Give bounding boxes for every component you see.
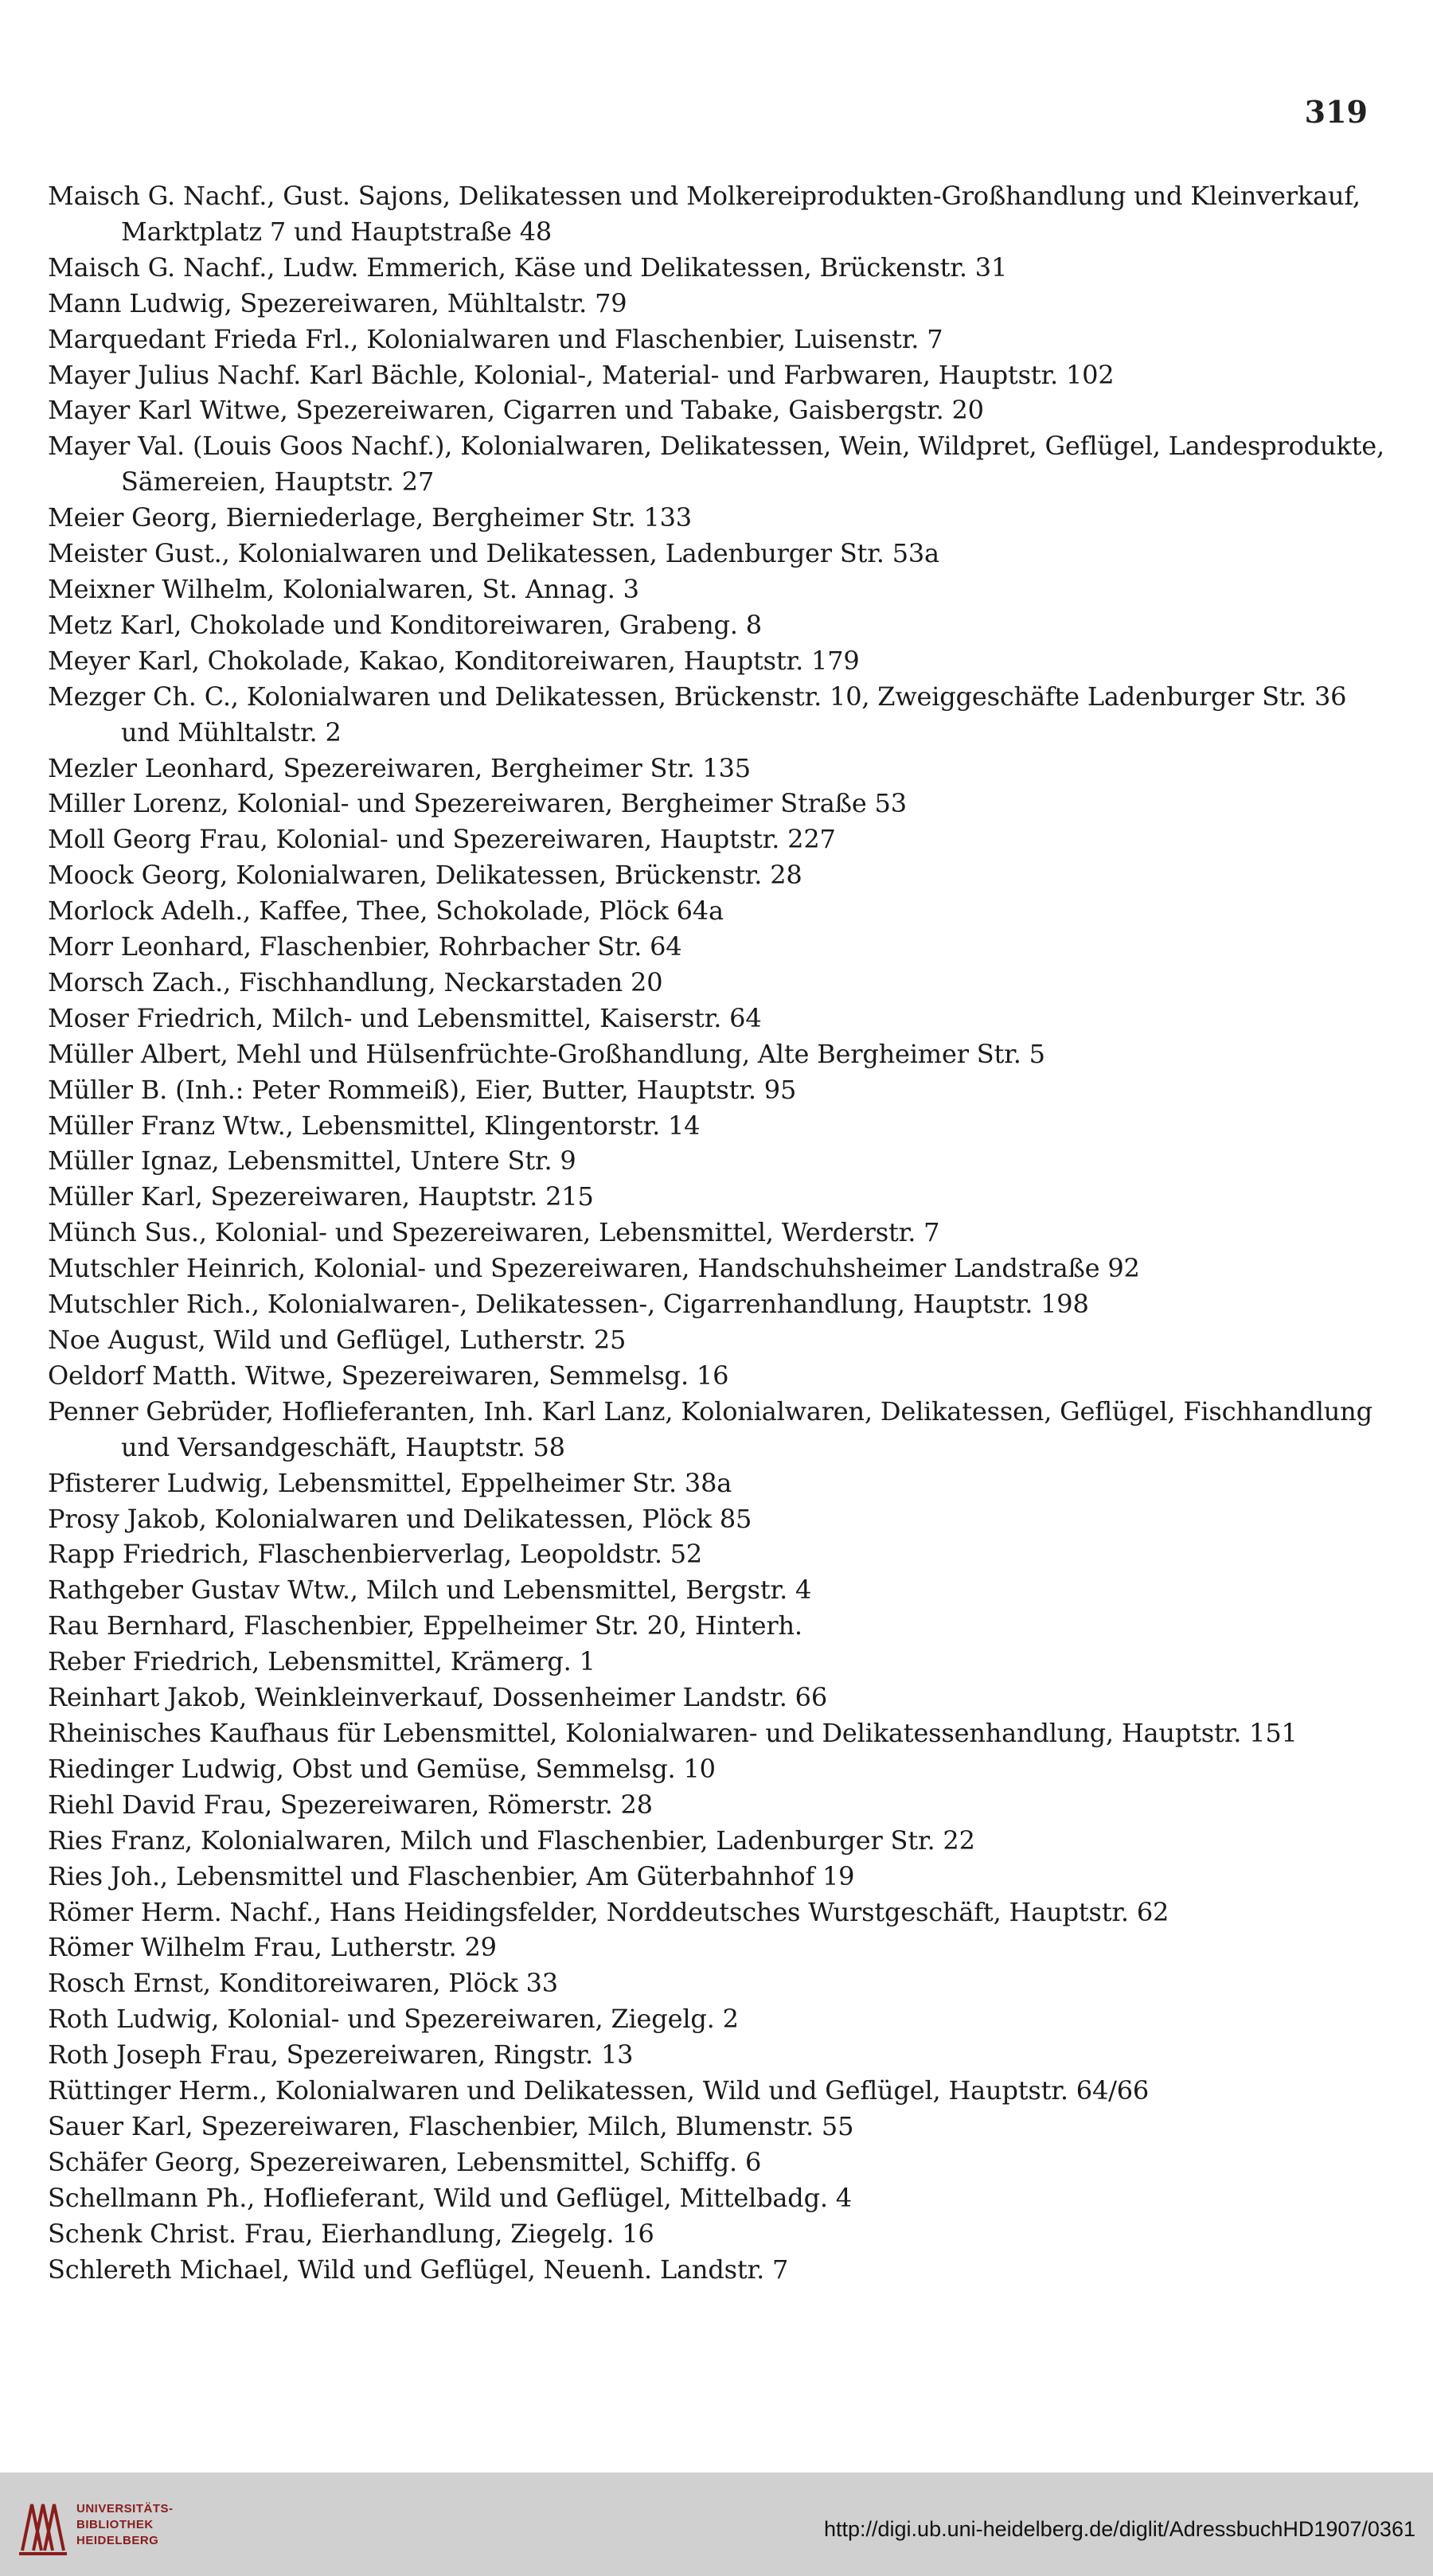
directory-entry: Reber Friedrich, Lebensmittel, Krämerg. 1 [48, 1646, 595, 1677]
directory-entry: Mezler Leonhard, Spezereiwaren, Bergheimer Str. 135 [48, 752, 751, 783]
directory-entry: Rathgeber Gustav Wtw., Milch und Lebensmittel, Bergstr. 4 [48, 1575, 812, 1606]
library-name-line: BIBLIOTHEK [76, 2518, 154, 2531]
directory-entry: Mutschler Rich., Kolonialwaren-, Delikatessen-, Cigarrenhandlung, Hauptstr. 198 [48, 1289, 1089, 1320]
directory-entry: Mezger Ch. C., Kolonialwaren und Delikatessen, Brückenstr. 10, Zweiggeschäfte Ladenburger Str. 36 und Mühltalstr. 2 [48, 681, 1347, 747]
directory-entry: Römer Herm. Nachf., Hans Heidingsfelder, Norddeutsches Wurstgeschäft, Hauptstr. 62 [48, 1896, 1169, 1927]
directory-entry: Müller Albert, Mehl und Hülsenfrüchte-Großhandlung, Alte Bergheimer Str. 5 [48, 1038, 1045, 1069]
directory-entry: Penner Gebrüder, Hoflieferanten, Inh. Karl Lanz, Kolonialwaren, Delikatessen, Geflügel, Fischhandlung und Versandgeschäft, Hauptstr. 58 [48, 1395, 1372, 1462]
directory-entry: Moock Georg, Kolonialwaren, Delikatessen, Brückenstr. 28 [48, 860, 802, 891]
directory-entry: Riehl David Frau, Spezereiwaren, Römerstr. 28 [48, 1789, 653, 1820]
directory-entry: Prosy Jakob, Kolonialwaren und Delikatessen, Plöck 85 [48, 1503, 752, 1534]
directory-entry: Roth Joseph Frau, Spezereiwaren, Ringstr. 13 [48, 2039, 634, 2071]
directory-entry: Römer Wilhelm Frau, Lutherstr. 29 [48, 1932, 497, 1963]
directory-entry: Müller B. (Inh.: Peter Rommeiß), Eier, Butter, Hauptstr. 95 [48, 1074, 797, 1105]
directory-entry: Müller Ignaz, Lebensmittel, Untere Str. 9 [48, 1146, 576, 1177]
directory-entry: Mayer Karl Witwe, Spezereiwaren, Cigarren und Tabake, Gaisbergstr. 20 [48, 395, 984, 426]
directory-entry: Maisch G. Nachf., Gust. Sajons, Delikatessen und Molkereiprodukten-Großhandlung und Kleinverkauf, Marktplatz 7 und Hauptstraße 48 [48, 181, 1361, 247]
directory-entry: Oeldorf Matth. Witwe, Spezereiwaren, Semmelsg. 16 [48, 1360, 729, 1391]
library-name-line: HEIDELBERG [76, 2534, 159, 2547]
directory-entry: Reinhart Jakob, Weinkleinverkauf, Dossenheimer Landstr. 66 [48, 1682, 827, 1713]
directory-entry: Rapp Friedrich, Flaschenbierverlag, Leopoldstr. 52 [48, 1539, 703, 1570]
directory-entry: Meyer Karl, Chokolade, Kakao, Konditoreiwaren, Hauptstr. 179 [48, 645, 860, 676]
directory-entry: Moser Friedrich, Milch- und Lebensmittel, Kaiserstr. 64 [48, 1002, 762, 1033]
directory-entry: Meier Georg, Bierniederlage, Bergheimer Str. 133 [48, 502, 692, 533]
page-number: 319 [1304, 94, 1368, 130]
directory-entry: Morlock Adelh., Kaffee, Thee, Schokolade, Plöck 64a [48, 896, 724, 927]
directory-entry: Meixner Wilhelm, Kolonialwaren, St. Annag. 3 [48, 573, 639, 604]
directory-entry: Pfisterer Ludwig, Lebensmittel, Eppelheimer Str. 38a [48, 1467, 732, 1498]
directory-entry: Rüttinger Herm., Kolonialwaren und Delikatessen, Wild und Geflügel, Hauptstr. 64/66 [48, 2075, 1150, 2106]
directory-entry: Mayer Julius Nachf. Karl Bächle, Kolonial-, Material- und Farbwaren, Hauptstr. 102 [48, 359, 1115, 390]
directory-entry: Schlereth Michael, Wild und Geflügel, Neuenh. Landstr. 7 [48, 2254, 789, 2285]
directory-entry: Mann Ludwig, Spezereiwaren, Mühltalstr. 79 [48, 287, 627, 318]
directory-entry: Moll Georg Frau, Kolonial- und Spezereiwaren, Hauptstr. 227 [48, 824, 836, 855]
directory-entry: Rau Bernhard, Flaschenbier, Eppelheimer Str. 20, Hinterh. [48, 1610, 802, 1641]
directory-entry: Riedinger Ludwig, Obst und Gemüse, Semmelsg. 10 [48, 1753, 716, 1784]
directory-entry: Schellmann Ph., Hoflieferant, Wild und Geflügel, Mittelbadg. 4 [48, 2182, 852, 2213]
library-name [76, 2501, 174, 2549]
directory-entry: Mayer Val. (Louis Goos Nachf.), Kolonialwaren, Delikatessen, Wein, Wildpret, Geflügel, Landesprodukte, Sämereien, Hauptstr. 27 [48, 431, 1384, 498]
directory-entry: Ries Joh., Lebensmittel und Flaschenbier, Am Güterbahnhof 19 [48, 1860, 855, 1891]
footer-bar [0, 2473, 1433, 2576]
directory-entry: Rosch Ernst, Konditoreiwaren, Plöck 33 [48, 1968, 558, 1999]
directory-entry: Miller Lorenz, Kolonial- und Spezereiwaren, Bergheimer Straße 53 [48, 788, 907, 819]
directory-entry: Morr Leonhard, Flaschenbier, Rohrbacher Str. 64 [48, 931, 682, 962]
directory-entry: Marquedant Frieda Frl., Kolonialwaren und Flaschenbier, Luisenstr. 7 [48, 323, 943, 354]
directory-entry: Schenk Christ. Frau, Eierhandlung, Ziegelg. 16 [48, 2218, 654, 2249]
directory-entry: Mutschler Heinrich, Kolonial- und Spezereiwaren, Handschuhsheimer Landstraße 92 [48, 1253, 1140, 1284]
directory-entry: Metz Karl, Chokolade und Konditoreiwaren, Grabeng. 8 [48, 609, 762, 640]
directory-entry: Ries Franz, Kolonialwaren, Milch und Flaschenbier, Ladenburger Str. 22 [48, 1825, 975, 1856]
directory-entry: Rheinisches Kaufhaus für Lebensmittel, Kolonialwaren- und Delikatessenhandlung, Hauptstr. 151 [48, 1717, 1298, 1748]
directory-entry: Müller Karl, Spezereiwaren, Hauptstr. 215 [48, 1181, 594, 1212]
directory-entry: Roth Ludwig, Kolonial- und Spezereiwaren, Ziegelg. 2 [48, 2004, 739, 2035]
directory-entry-list [48, 178, 1393, 2287]
library-seal-icon [14, 2495, 70, 2558]
directory-entry: Sauer Karl, Spezereiwaren, Flaschenbier, Milch, Blumenstr. 55 [48, 2110, 854, 2141]
directory-entry: Müller Franz Wtw., Lebensmittel, Klingentorstr. 14 [48, 1110, 701, 1141]
library-name-line: UNIVERSITÄTS- [76, 2502, 174, 2516]
directory-entry: Meister Gust., Kolonialwaren und Delikatessen, Ladenburger Str. 53a [48, 538, 939, 569]
source-url[interactable]: http://digi.ub.uni-heidelberg.de/diglit/AdressbuchHD1907/0361 [823, 2517, 1415, 2541]
directory-entry: Morsch Zach., Fischhandlung, Neckarstaden 20 [48, 966, 663, 997]
directory-entry: Schäfer Georg, Spezereiwaren, Lebensmittel, Schiffg. 6 [48, 2146, 762, 2177]
directory-entry: Noe August, Wild und Geflügel, Lutherstr. 25 [48, 1325, 627, 1355]
library-logo[interactable] [14, 2495, 189, 2558]
directory-entry: Münch Sus., Kolonial- und Spezereiwaren, Lebensmittel, Werderstr. 7 [48, 1217, 940, 1248]
directory-entry: Maisch G. Nachf., Ludw. Emmerich, Käse und Delikatessen, Brückenstr. 31 [48, 252, 1008, 283]
